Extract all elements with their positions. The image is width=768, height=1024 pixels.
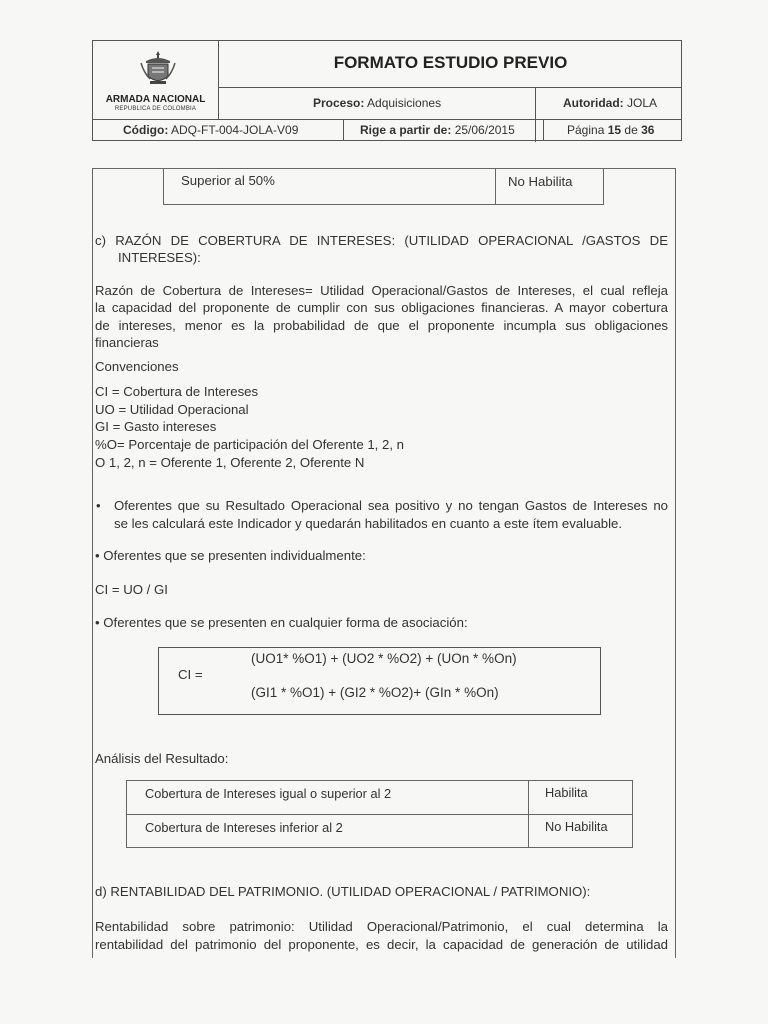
section-c-para-line4: financieras bbox=[95, 335, 159, 350]
section-c-para-line1: Razón de Cobertura de Intereses= Utilidad Operacional/Gastos de Intereses, el cual refleja bbox=[95, 283, 668, 298]
table-row-criterion: Cobertura de Intereses igual o superior al 2 bbox=[145, 786, 392, 801]
bullet-positive-result-line2: se les calculará este Indicador y quedarán habilitados en cuanto a este ítem evaluable. bbox=[114, 516, 623, 531]
convention-item: %O= Porcentaje de participación del Oferente 1, 2, n bbox=[95, 437, 404, 452]
section-d-para-line1: Rentabilidad sobre patrimonio: Utilidad Operacional/Patrimonio, el cual determina la bbox=[95, 919, 668, 934]
document-header bbox=[92, 40, 682, 141]
formula-denominator: (GI1 * %O1) + (GI2 * %O2)+ (GIn * %On) bbox=[251, 685, 499, 700]
proceso-cell bbox=[313, 96, 441, 110]
autoridad-label: Autoridad: bbox=[563, 96, 624, 110]
pagina-de: de bbox=[624, 123, 638, 137]
proceso-label: Proceso: bbox=[313, 96, 365, 110]
table-cell-criterion: Superior al 50% bbox=[181, 173, 275, 188]
bullet-positive-result-line1: • Oferentes que su Resultado Operacional sea positivo y no tengan Gastos de Intereses no bbox=[114, 497, 668, 515]
continuation-table bbox=[163, 168, 604, 205]
rige-value: 25/06/2015 bbox=[454, 123, 515, 137]
autoridad-value: JOLA bbox=[627, 96, 658, 110]
org-name: ARMADA NACIONAL bbox=[105, 94, 206, 105]
conventions-title: Convenciones bbox=[95, 359, 179, 374]
section-c-heading-line1: c) RAZÓN DE COBERTURA DE INTERESES: (UTILIDAD OPERACIONAL /GASTOS DE bbox=[95, 233, 668, 248]
bullet-association: • Oferentes que se presenten en cualquier forma de asociación: bbox=[95, 615, 468, 630]
codigo-label: Código: bbox=[123, 123, 169, 137]
proceso-value: Adquisiciones bbox=[367, 96, 442, 110]
section-c-para-line3: de intereses, menor es la probabilidad de que el proponente incumpla sus obligaciones bbox=[95, 318, 668, 333]
logo bbox=[93, 41, 218, 119]
autoridad-cell bbox=[563, 96, 657, 110]
convention-item: GI = Gasto intereses bbox=[95, 419, 217, 434]
table-row-result: Habilita bbox=[545, 785, 588, 800]
codigo-value: ADQ-FT-004-JOLA-V09 bbox=[171, 123, 299, 137]
navy-crest-icon bbox=[138, 49, 178, 89]
section-c-para-line2: la capacidad del proponente de cumplir con sus obligaciones financieras. A mayor cobertura bbox=[95, 300, 668, 315]
formula-individual: CI = UO / GI bbox=[95, 582, 168, 597]
rige-cell bbox=[360, 123, 515, 137]
table-row-result: No Habilita bbox=[545, 819, 608, 834]
document-title: FORMATO ESTUDIO PREVIO bbox=[333, 53, 568, 72]
section-d-heading: d) RENTABILIDAD DEL PATRIMONIO. (UTILIDAD OPERACIONAL / PATRIMONIO): bbox=[95, 884, 591, 899]
org-subtitle: REPUBLICA DE COLOMBIA bbox=[114, 106, 197, 112]
rige-label: Rige a partir de: bbox=[360, 123, 452, 137]
pagina-cell bbox=[567, 123, 654, 137]
codigo-cell bbox=[123, 123, 298, 137]
formula-numerator: (UO1* %O1) + (UO2 * %O2) + (UOn * %On) bbox=[251, 651, 517, 666]
formula-box bbox=[158, 647, 601, 715]
pagina-label: Página bbox=[567, 123, 605, 137]
section-c-heading-line2: INTERESES): bbox=[118, 250, 201, 265]
convention-item: UO = Utilidad Operacional bbox=[95, 402, 249, 417]
pagina-number: 15 bbox=[607, 123, 622, 137]
bullet-individual: • Oferentes que se presenten individualmente: bbox=[95, 548, 366, 563]
table-row-criterion: Cobertura de Intereses inferior al 2 bbox=[145, 820, 343, 835]
formula-lhs: CI = bbox=[178, 667, 203, 682]
convention-item: O 1, 2, n = Oferente 1, Oferente 2, Oferente N bbox=[95, 455, 365, 470]
analysis-title: Análisis del Resultado: bbox=[95, 751, 229, 766]
convention-item: CI = Cobertura de Intereses bbox=[95, 384, 259, 399]
pagina-total: 36 bbox=[641, 123, 655, 137]
table-cell-result: No Habilita bbox=[508, 174, 573, 189]
section-d-para-line2: rentabilidad del patrimonio del proponente, es decir, la capacidad de generación de utilidad bbox=[95, 937, 668, 952]
results-table bbox=[126, 780, 633, 848]
